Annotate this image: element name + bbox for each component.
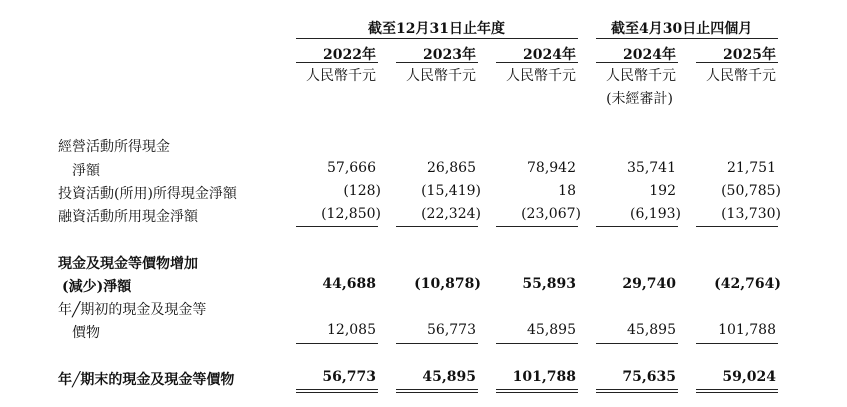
cell-value: 75,635 (622, 369, 676, 385)
subtotal-rule (296, 226, 378, 227)
row-label-financing-cash: 融資活動所用現金淨額 (58, 209, 198, 225)
column-year-2024: 2024年 (523, 47, 576, 63)
column-year-rule (296, 62, 378, 63)
row-label-net-change-line2: (減少)淨額 (62, 279, 132, 295)
cell-value: 192 (649, 183, 676, 199)
cell-value: (23,067) (521, 206, 581, 222)
cell-value: 59,024 (722, 369, 776, 385)
cell-value: 101,788 (512, 369, 576, 385)
cell-value: (6,193) (629, 206, 681, 222)
column-year-2022: 2022年 (323, 47, 376, 63)
total-top-rule (496, 343, 578, 344)
subtotal-rule (396, 226, 478, 227)
cell-value: (42,764) (714, 276, 781, 292)
cell-value: 56,773 (322, 369, 376, 385)
row-label-closing-cash: 年╱期末的現金及現金等價物 (58, 372, 235, 388)
cell-value: 18 (558, 183, 576, 199)
column-year-rule (596, 62, 678, 63)
subtotal-rule (596, 226, 678, 227)
subtotal-rule (696, 226, 778, 227)
row-label-opening-cash-line2: 價物 (72, 325, 100, 341)
cell-value: (13,730) (721, 206, 781, 222)
column-unaudited-note: (未經審計) (606, 91, 673, 107)
cell-value: 56,773 (427, 322, 476, 338)
row-label-net-change-line1: 現金及現金等價物增加 (58, 256, 198, 272)
header-group-year-ended: 截至12月31日止年度 (368, 21, 505, 37)
column-unit: 人民幣千元 (306, 68, 376, 84)
cell-value: 29,740 (622, 276, 676, 292)
row-label-operating-cash-line2: 淨額 (72, 163, 100, 179)
column-year-rule (496, 62, 578, 63)
cell-value: (10,878) (414, 276, 481, 292)
total-double-rule (396, 389, 478, 393)
cell-value: (128) (343, 183, 381, 199)
cell-value: 57,666 (327, 160, 376, 176)
cell-value: 45,895 (627, 322, 676, 338)
cell-value: 26,865 (427, 160, 476, 176)
subtotal-rule (496, 226, 578, 227)
header-group-four-months: 截至4月30日止四個月 (611, 21, 753, 37)
header-group-rule (596, 38, 778, 39)
cell-value: (22,324) (421, 206, 481, 222)
column-unit: 人民幣千元 (406, 68, 476, 84)
total-double-rule (296, 389, 378, 393)
column-year-2023: 2023年 (423, 47, 476, 63)
total-top-rule (696, 343, 778, 344)
cell-value: 45,895 (422, 369, 476, 385)
cell-value: 21,751 (727, 160, 776, 176)
cell-value: (15,419) (421, 183, 481, 199)
total-top-rule (396, 343, 478, 344)
column-unit: 人民幣千元 (506, 68, 576, 84)
column-unit: 人民幣千元 (706, 68, 776, 84)
total-double-rule (596, 389, 678, 393)
cell-value: (50,785) (721, 183, 781, 199)
row-label-operating-cash-line1: 經營活動所得現金 (58, 139, 170, 155)
cell-value: 55,893 (522, 276, 576, 292)
cell-value: 78,942 (527, 160, 576, 176)
row-label-investing-cash: 投資活動(所用)所得現金淨額 (58, 186, 237, 202)
cell-value: 45,895 (527, 322, 576, 338)
cell-value: 101,788 (718, 322, 776, 338)
total-double-rule (496, 389, 578, 393)
total-top-rule (296, 343, 378, 344)
column-year-2025-period: 2025年 (723, 47, 776, 63)
cell-value: 44,688 (322, 276, 376, 292)
cell-value: 12,085 (327, 322, 376, 338)
cell-value: 35,741 (627, 160, 676, 176)
total-double-rule (696, 389, 778, 393)
header-group-rule (296, 38, 578, 39)
column-year-2024-period: 2024年 (623, 47, 676, 63)
column-unit: 人民幣千元 (606, 68, 676, 84)
total-top-rule (596, 343, 678, 344)
column-year-rule (696, 62, 778, 63)
column-year-rule (396, 62, 478, 63)
cell-value: (12,850) (321, 206, 381, 222)
row-label-opening-cash-line1: 年╱期初的現金及現金等 (58, 302, 207, 318)
